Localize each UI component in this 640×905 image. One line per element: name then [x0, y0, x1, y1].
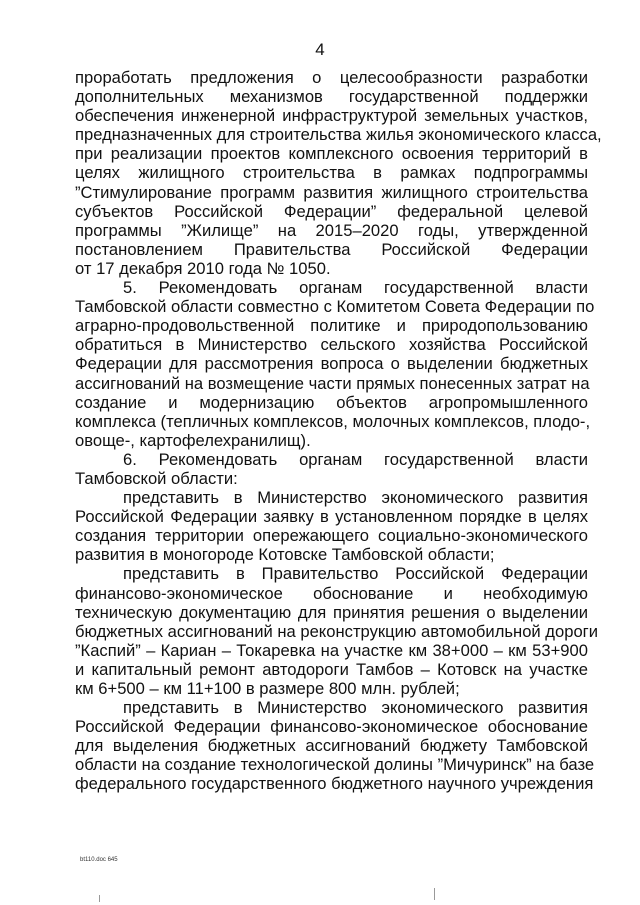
text-line: и капитальный ремонт автодороги Тамбов – Котовск на участке [75, 659, 588, 679]
text-line: федерального государственного бюджетного научного учреждения [75, 774, 594, 794]
text-line: бюджетных ассигнований на реконструкцию автомобильной дороги [75, 621, 598, 641]
text-line: от 17 декабря 2010 года № 1050. [75, 258, 331, 278]
scan-mark [99, 895, 100, 902]
text-line: постановлением Правительства Российской Федерации [75, 239, 588, 259]
text-line: аграрно-продовольственной политике и природопользованию [75, 316, 588, 336]
text-line: при реализации проектов комплексного освоения территорий в [75, 144, 588, 164]
text-line: овоще-, картофелехранилищ). [75, 430, 311, 450]
text-line: представить в Правительство Российской Федерации [123, 564, 588, 584]
text-line: обеспечения инженерной инфраструктурой земельных участков, [75, 106, 588, 126]
text-line: Федерации для рассмотрения вопроса о выделении бюджетных [75, 354, 588, 374]
text-line: для выделения бюджетных ассигнований бюджету Тамбовской [75, 736, 588, 756]
text-line: ”Стимулирование программ развития жилищного строительства [75, 182, 588, 202]
text-line: ”Каспий” – Кариан – Токаревка на участке км 38+000 – км 53+900 [75, 640, 588, 660]
text-line: целях жилищного строительства в рамках подпрограммы [75, 163, 588, 183]
text-line: субъектов Российской Федерации” федеральной целевой [75, 201, 588, 221]
document-body [75, 68, 602, 794]
text-line: Российской Федерации заявку в установленном порядке в целях [75, 507, 588, 527]
text-line: предназначенных для строительства жилья экономического класса, [75, 125, 602, 145]
text-line: техническую документацию для принятия решения о выделении [75, 602, 588, 622]
text-line: км 6+500 – км 11+100 в размере 800 млн. рублей; [75, 679, 460, 698]
text-line: дополнительных механизмов государственной поддержки [75, 87, 588, 107]
text-line: области на создание технологической долины ”Мичуринск” на базе [75, 755, 595, 775]
text-line: 6. Рекомендовать органам государственной власти [123, 449, 588, 469]
text-line: комплекса (тепличных комплексов, молочных комплексов, плодо-, [75, 411, 591, 431]
text-line: Российской Федерации финансово-экономическое обоснование [75, 717, 588, 737]
text-line: развития в моногороде Котовске Тамбовской области; [75, 545, 495, 565]
text-line: представить в Министерство экономического развития [123, 698, 588, 718]
text-line: создание и модернизацию объектов агропромышленного [75, 392, 588, 412]
text-line: обратиться в Министерство сельского хозяйства Российской [75, 335, 588, 355]
text-line: представить в Министерство экономического развития [123, 488, 588, 508]
text-line: финансово-экономическое обоснование и необходимую [75, 583, 588, 603]
text-line: ассигнований на возмещение части прямых понесенных затрат на [75, 373, 590, 393]
text-line: Тамбовской области совместно с Комитетом Совета Федерации по [75, 297, 595, 317]
text-line: проработать предложения о целесообразности разработки [75, 68, 588, 87]
text-line: создания территории опережающего социально-экономического [75, 526, 588, 546]
text-line: 5. Рекомендовать органам государственной власти [123, 278, 588, 298]
text-line: Тамбовской области: [75, 468, 238, 488]
page-number: 4 [315, 40, 325, 59]
scan-mark [434, 888, 435, 900]
footer-filename: bt110.doc 645 [80, 857, 118, 863]
text-line: программы ”Жилище” на 2015–2020 годы, утвержденной [75, 220, 588, 240]
